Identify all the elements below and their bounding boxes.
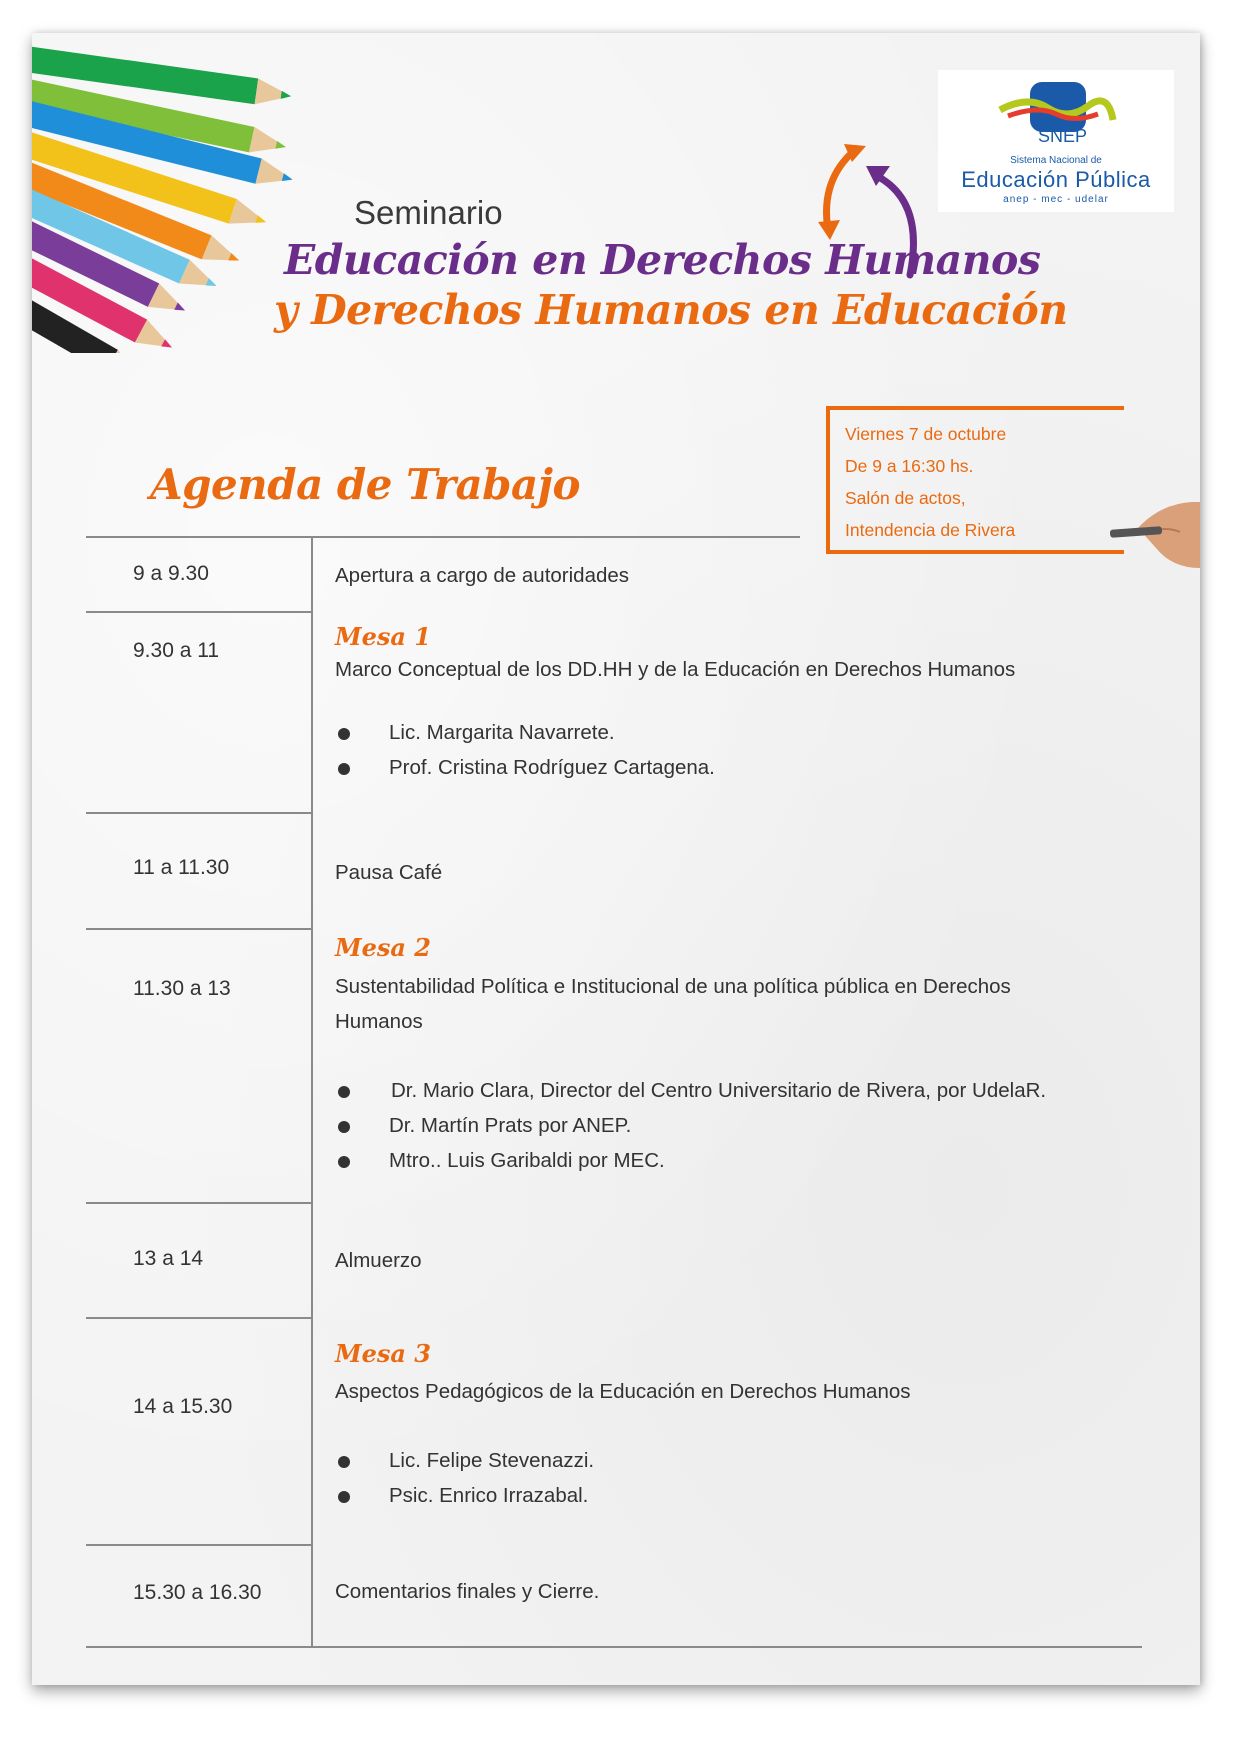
table-column-divider (311, 537, 313, 1647)
agenda-activity: Almuerzo (335, 1249, 422, 1272)
table-top-rule (86, 536, 800, 538)
event-place: Salón de actos, (845, 488, 966, 508)
logo-line-1: Sistema Nacional de (1010, 155, 1102, 166)
agenda-time: 13 a 14 (133, 1247, 204, 1270)
logo-line-2: Educación Pública (961, 167, 1151, 192)
row-divider (86, 1544, 312, 1546)
speaker: Psic. Enrico Irrazabal. (389, 1484, 589, 1507)
agenda-activity-continued: Humanos (335, 1010, 423, 1033)
mesa-label: Mesa 3 (335, 1339, 431, 1368)
bullet-icon (338, 728, 350, 740)
bullet-icon (338, 1086, 350, 1098)
row-divider (86, 611, 312, 613)
agenda-activity: Aspectos Pedagógicos de la Educación en Derechos Humanos (335, 1380, 911, 1403)
event-venue: Intendencia de Rivera (845, 520, 1016, 540)
bullet-icon (338, 1491, 350, 1503)
speaker: Dr. Mario Clara, Director del Centro Universitario de Rivera, por UdelaR. (391, 1079, 1047, 1102)
bullet-icon (338, 1456, 350, 1468)
mesa-label: Mesa 2 (335, 933, 431, 962)
svg-text:SNEP: SNEP (1038, 126, 1088, 146)
table-bottom-rule (86, 1646, 1142, 1648)
speaker: Dr. Martín Prats por ANEP. (389, 1114, 632, 1137)
seminar-title-line-1: Educación en Derechos Humanos (284, 236, 1041, 284)
event-time: De 9 a 16:30 hs. (845, 456, 974, 476)
bullet-icon (338, 763, 350, 775)
mesa-label: Mesa 1 (335, 622, 431, 651)
agenda-title: Agenda de Trabajo (150, 460, 580, 509)
hand-with-pen-icon (1110, 498, 1200, 573)
agenda-time: 11 a 11.30 (133, 856, 230, 879)
bullet-icon (338, 1121, 350, 1133)
bullet-icon (338, 1156, 350, 1168)
agenda-time: 14 a 15.30 (133, 1395, 233, 1418)
agenda-time: 9.30 a 11 (133, 639, 220, 662)
row-divider (86, 1317, 312, 1319)
agenda-time: 11.30 a 13 (133, 977, 231, 1000)
logo-line-3: anep - mec - udelar (1003, 194, 1109, 205)
speaker: Prof. Cristina Rodríguez Cartagena. (389, 756, 715, 779)
speaker: Mtro.. Luis Garibaldi por MEC. (389, 1149, 665, 1172)
agenda-activity: Marco Conceptual de los DD.HH y de la Educación en Derechos Humanos (335, 658, 1016, 681)
speaker: Lic. Felipe Stevenazzi. (389, 1449, 595, 1472)
speaker: Lic. Margarita Navarrete. (389, 721, 615, 744)
agenda-activity: Apertura a cargo de autoridades (335, 564, 630, 587)
row-divider (86, 812, 312, 814)
agenda-time: 9 a 9.30 (133, 562, 209, 585)
snep-logo (938, 70, 1174, 212)
row-divider (86, 1202, 312, 1204)
agenda-activity: Pausa Café (335, 861, 443, 884)
row-divider (86, 928, 312, 930)
seminar-label: Seminario (354, 194, 503, 231)
agenda-activity: Sustentabilidad Política e Institucional de una política pública en Derechos (335, 975, 1011, 998)
snep-logo-mark (938, 70, 1174, 155)
event-date: Viernes 7 de octubre (845, 424, 1007, 444)
agenda-time: 15.30 a 16.30 (133, 1581, 262, 1604)
agenda-activity: Comentarios finales y Cierre. (335, 1580, 600, 1603)
seminar-title-line-2: y Derechos Humanos en Educación (274, 286, 1068, 334)
